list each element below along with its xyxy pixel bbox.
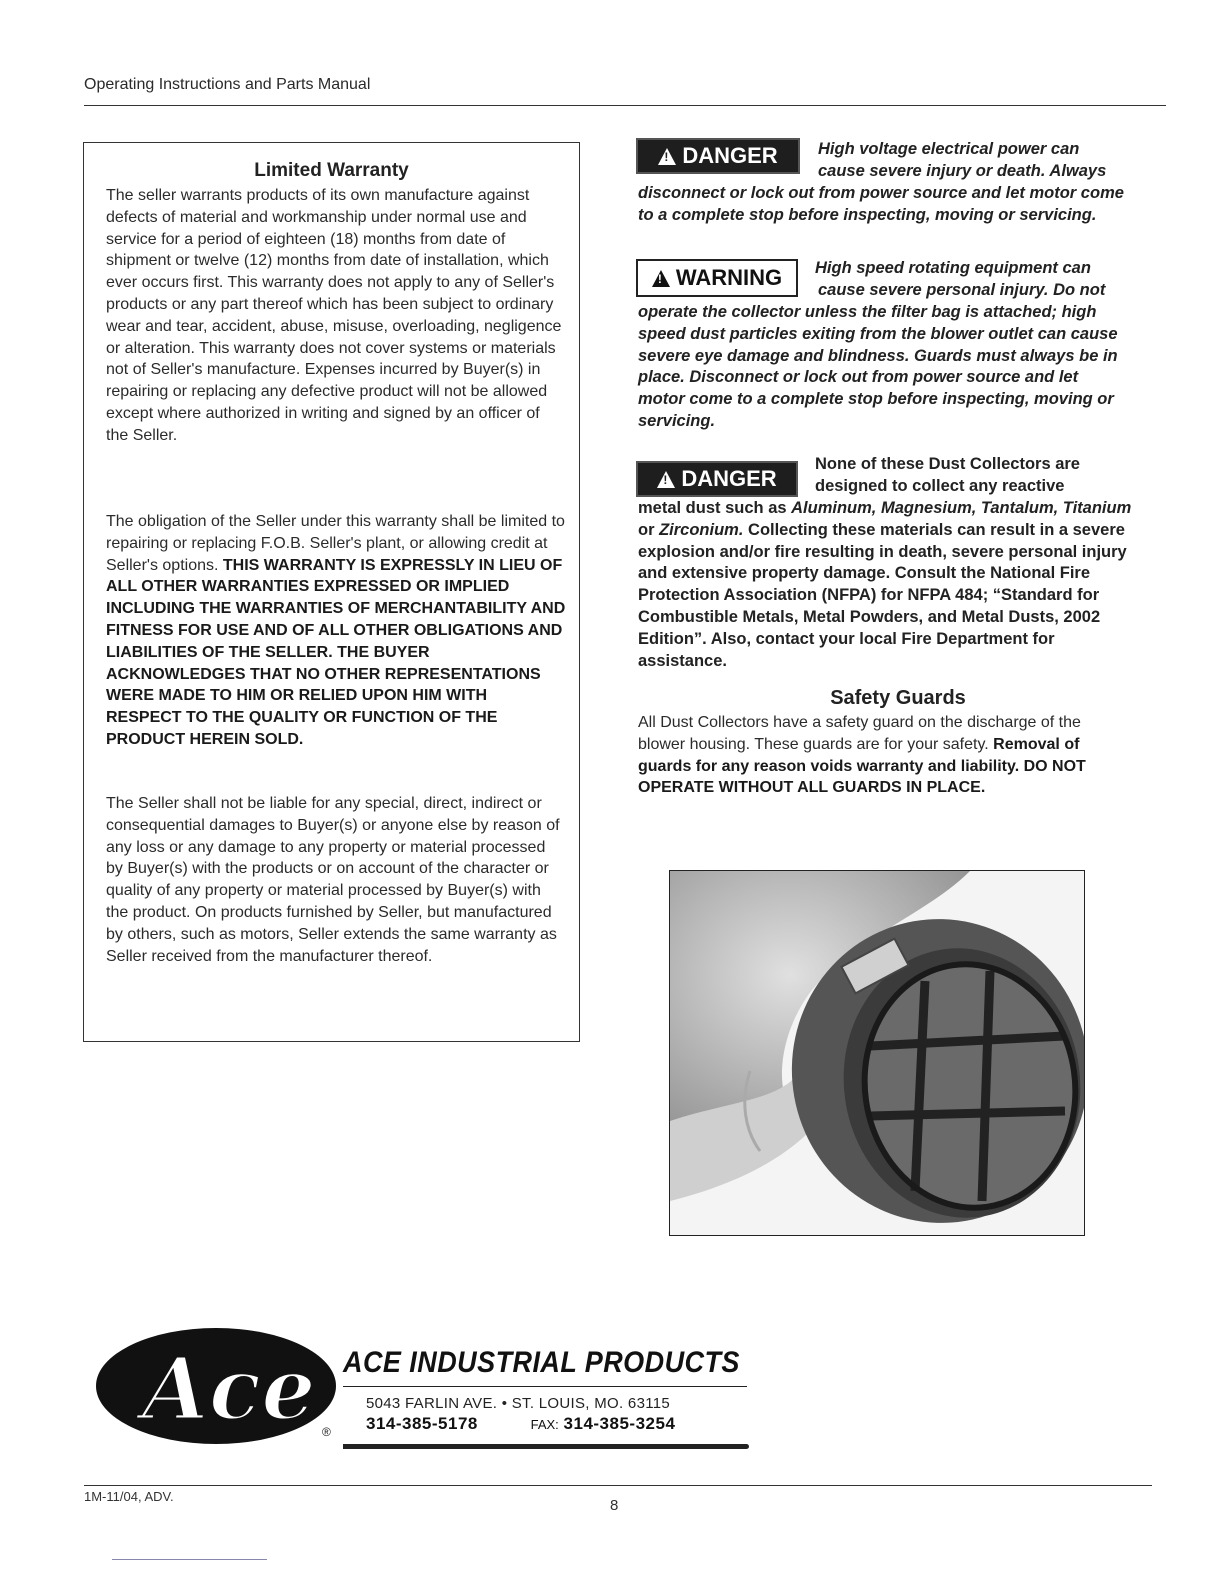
warning-triangle-icon [657,471,675,488]
danger2-line1: None of these Dust Collectors are [815,455,1080,473]
danger-badge-label: DANGER [681,466,777,491]
logo-lettering: Ace [142,1339,316,1440]
danger1-line2: cause severe injury or death. Always [818,162,1107,180]
warning-badge-label: WARNING [675,265,783,290]
danger2-zirconium: Zirconium. [659,520,744,539]
safety-guards-text [638,712,1118,799]
company-address: 5043 FARLIN AVE. • ST. LOUIS, MO. 63115 [366,1395,671,1412]
company-name: ACE INDUSTRIAL PRODUCTS [343,1346,740,1379]
footer-divider [84,1485,1152,1486]
danger2-metals: Aluminum, Magnesium, Tantalum, Titanium [791,499,1132,517]
phone-number: 314-385-5178 [366,1414,478,1433]
warranty-box [83,142,580,1042]
header-divider [84,105,1166,106]
warning-triangle-icon [652,270,670,287]
danger2-text [638,498,1133,672]
danger1-text: disconnect or lock out from power source and let motor come to a complete stop before inspecting, moving or servicing. [638,184,1124,224]
fax-label: FAX: [530,1417,559,1432]
danger-badge-label: DANGER [682,143,778,168]
danger2-text-a: metal dust such as [638,499,792,517]
registered-mark: ® [322,1425,331,1439]
page-number: 8 [610,1497,619,1514]
warning-text: operate the collector unless the filter bag is attached; high speed dust particles exiting from the blower outlet can cause severe eye damage and blindness. Guards must always be in place. Disconnect or lock out from power source and let motor come to a complete stop before inspecting, moving or servicing. [638,303,1118,430]
ace-logo [88,1323,338,1447]
safety-guards-text-bold: Removal of guards for any reason voids warranty and liability. DO NOT OPERATE WITHOUT ALL GUARDS IN PLACE. [638,735,1086,797]
fax-number: 314-385-3254 [563,1414,676,1433]
safety-guards-text-normal: All Dust Collectors have a safety guard on the discharge of the blower housing. These guards are for your safety. [638,714,1081,753]
logo-underline [343,1444,749,1449]
warning-line1: High speed rotating equipment can [815,259,1091,277]
warranty-paragraph-3: The Seller shall not be liable for any special, direct, indirect or consequential damages to Buyer(s) or anyone else by reason of any loss or any damage to any property or material processed by Buyer(s) with the products or on account of the character or quality of any property or material processed by Buyer(s) with the product. On products furnished by Seller, but manufactured by others, such as motors, Seller extends the same warranty as Seller received from the manufacturer thereof. [106,795,560,965]
warranty-paragraph-2 [106,511,566,751]
footer-mark-line [112,1559,267,1560]
company-phones [366,1414,675,1434]
danger2-line2: designed to collect any reactive [815,477,1065,495]
warning-line2: cause severe personal injury. Do not [818,281,1106,299]
warning-triangle-icon [658,148,676,165]
header-title: Operating Instructions and Parts Manual [84,76,371,93]
warning-badge [636,259,798,297]
warranty-paragraph-1: The seller warrants products of its own manufacture against defects of material and workmanship under normal use and service for a period of eighteen (18) months from date of shipment or twelve (12) months from date of installation, which ever occurs first. This warranty does not apply to any of Seller's products or any part thereof which has been subject to ordinary wear and tear, accident, abuse, misuse, overloading, negligence or alteration. This warranty does not cover systems or materials not of Seller's manufacture. Expenses incurred by Buyer(s) in repairing or replacing any defective product will not be allowed except where authorized in writing and signed by an officer of the Seller. [106,187,562,444]
danger-badge-2 [636,461,798,497]
company-divider [343,1386,747,1387]
blower-guard-photo [669,870,1085,1236]
warranty-title: Limited Warranty [254,160,409,181]
danger2-text-c: or [638,520,660,539]
document-code: 1M-11/04, ADV. [84,1489,174,1504]
warranty-disclaimer: THIS WARRANTY IS EXPRESSLY IN LIEU OF ALL OTHER WARRANTIES EXPRESSED OR IMPLIED INCLUDING THE WARRANTIES OF MERCHANTABILITY AND FITNESS FOR USE AND OF ALL OTHER OBLIGATIONS AND LIABILITIES OF THE SELLER. THE BUYER ACKNOWLEDGES THAT NO OTHER REPRESENTATIONS WERE MADE TO HIM OR RELIED UPON HIM WITH RESPECT TO THE QUALITY OR FUNCTION OF THE PRODUCT HEREIN SOLD. [106,556,566,748]
danger-badge-1 [636,138,800,174]
danger1-line1: High voltage electrical power can [818,140,1080,158]
danger2-text-e: Collecting these materials can result in a severe explosion and/or fire resulting in death, severe personal injury and extensive property damage. Consult the National Fire Protection Association (NFPA) for NFPA 484; “Standard for Combustible Metals, Metal Powders, and Metal Dusts, 2002 Edition”. Also, contact your local Fire Department for assistance. [638,520,1127,670]
safety-guards-title: Safety Guards [830,687,966,709]
blower-guard-illustration [670,871,1085,1236]
warranty-paragraph-2-text: The obligation of the Seller under this warranty shall be limited to repairing or replacing F.O.B. Seller's plant, or allowing credit at Seller's options. [106,513,565,574]
